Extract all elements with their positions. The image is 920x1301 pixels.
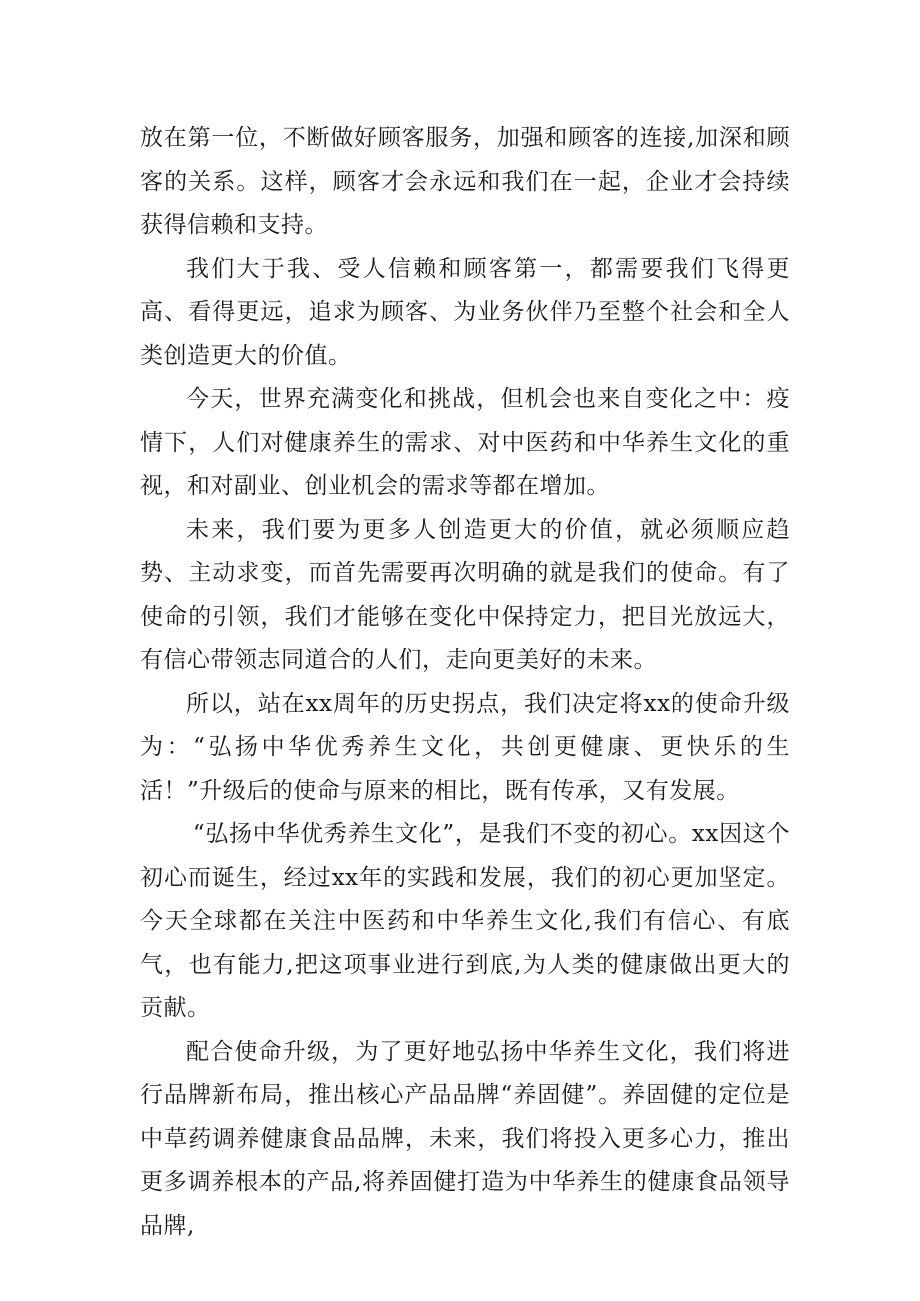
paragraph-2: 我们大于我、受人信赖和顾客第一，都需要我们飞得更高、看得更远，追求为顾客、为业务伙伴乃至整个社会和全人类创造更大的价值。 [140,255,790,369]
paragraph-5: 所以，站在xx周年的历史拐点，我们决定将xx的使命升级为：“弘扬中华优秀养生文化，共创更健康、更快乐的生活！”升级后的使命与原来的相比，既有传承，又有发展。 [140,690,790,804]
paragraph-6: “弘扬中华优秀养生文化”，是我们不变的初心。xx因这个初心而诞生，经过xx年的实践和发展，我们的初心更加坚定。今天全球都在关注中医药和中华养生文化,我们有信心、有底气，也有能力,把这项事业进行到底,为人类的健康做出更大的贡献。 [140,821,790,1021]
paragraph-3: 今天，世界充满变化和挑战，但机会也来自变化之中：疫情下，人们对健康养生的需求、对中医药和中华养生文化的重视，和对副业、创业机会的需求等都在增加。 [140,386,790,499]
paragraph-7: 配合使命升级，为了更好地弘扬中华养生文化，我们将进行品牌新布局，推出核心产品品牌“养固健”。养固健的定位是中草药调养健康食品品牌，未来，我们将投入更多心力，推出更多调养根本的产品,将养固健打造为中华养生的健康食品领导品牌, [140,1038,790,1239]
paragraph-1: 放在第一位，不断做好顾客服务，加强和顾客的连接,加深和顾客的关系。这样，顾客才会永远和我们在一起，企业才会持续获得信赖和支持。 [140,125,790,238]
paragraph-4: 未来，我们要为更多人创造更大的价值，就必须顺应趋势、主动求变，而首先需要再次明确的就是我们的使命。有了使命的引领，我们才能够在变化中保持定力，把目光放远大，有信心带领志同道合的人们，走向更美好的未来。 [140,516,790,673]
document-body [140,117,790,1248]
